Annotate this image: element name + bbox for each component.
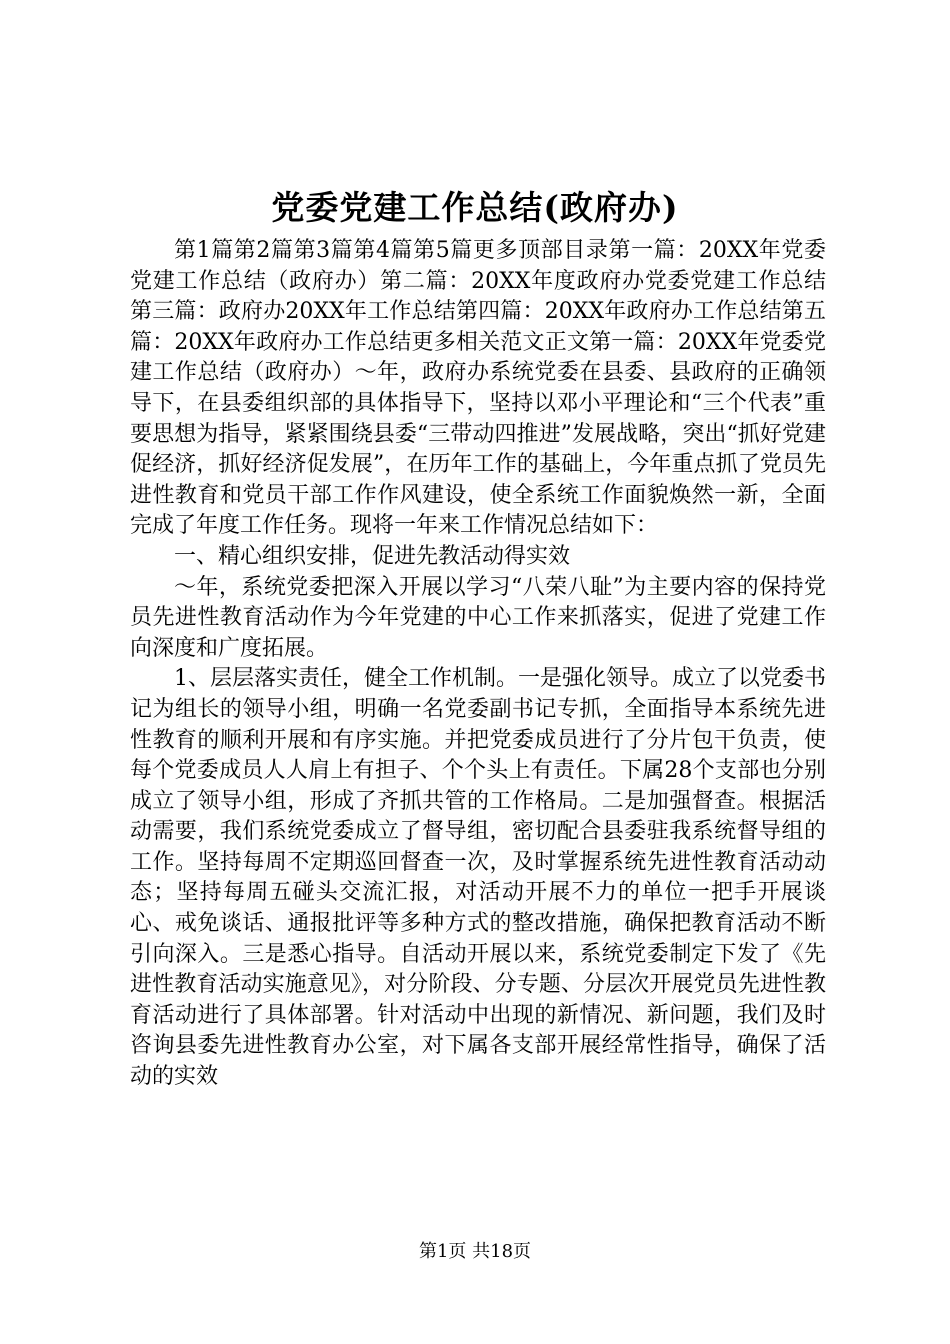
paragraph-intro: 第1篇第2篇第3篇第4篇第5篇更多顶部目录第一篇：20XX年党委党建工作总结（政府办）第二篇：20XX年度政府办党委党建工作总结第三篇：政府办20XX年工作总结第四篇：20XX年政府办工作总结第五篇：20XX年政府办工作总结更多相关范文正文第一篇：20XX年党委党建工作总结（政府办）～年，政府办系统党委在县委、县政府的正确领导下，在县委组织部的具体指导下，坚持以邓小平理论和“三个代表”重要思想为指导，紧紧围绕县委“三带动四推进”发展战略，突出“抓好党建促经济，抓好经济促发展”，在历年工作的基础上，今年重点抓了党员先进性教育和党员干部工作作风建设，使全系统工作面貌焕然一新，全面完成了年度工作任务。现将一年来工作情况总结如下： xyxy=(130,238,826,539)
paragraph-item-1: 1、层层落实责任，健全工作机制。一是强化领导。成立了以党委书记为组长的领导小组，明确一名党委副书记专抓，全面指导本系统先进性教育的顺利开展和有序实施。并把党委成员进行了分片包干负责，使每个党委成员人人肩上有担子、个个头上有责任。下属28个支部也分别成立了领导小组，形成了齐抓共管的工作格局。二是加强督查。根据活动需要，我们系统党委成立了督导组，密切配合县委驻我系统督导组的工作。坚持每周不定期巡回督查一次，及时掌握系统先进性教育活动动态；坚持每周五碰头交流汇报，对活动开展不力的单位一把手开展谈心、戒免谈话、通报批评等多种方式的整改措施，确保把教育活动不断引向深入。三是悉心指导。自活动开展以来，系统党委制定下发了《先进性教育活动实施意见》，对分阶段、分专题、分层次开展党员先进性教育活动进行了具体部署。针对活动中出现的新情况、新问题，我们及时咨询县委先进性教育办公室，对下属各支部开展经常性指导，确保了活动的实效 xyxy=(130,666,826,1090)
section-heading-1: 一、精心组织安排，促进先教活动得实效 xyxy=(174,543,571,569)
document-title: 党委党建工作总结(政府办) xyxy=(271,188,679,227)
paragraph-section-1: ～年，系统党委把深入开展以学习“八荣八耻”为主要内容的保持党员先进性教育活动作为今年党建的中心工作来抓落实，促进了党建工作向深度和广度拓展。 xyxy=(130,574,826,661)
page-number-footer: 第1页 共18页 xyxy=(418,1241,532,1262)
document-body xyxy=(130,236,826,1093)
